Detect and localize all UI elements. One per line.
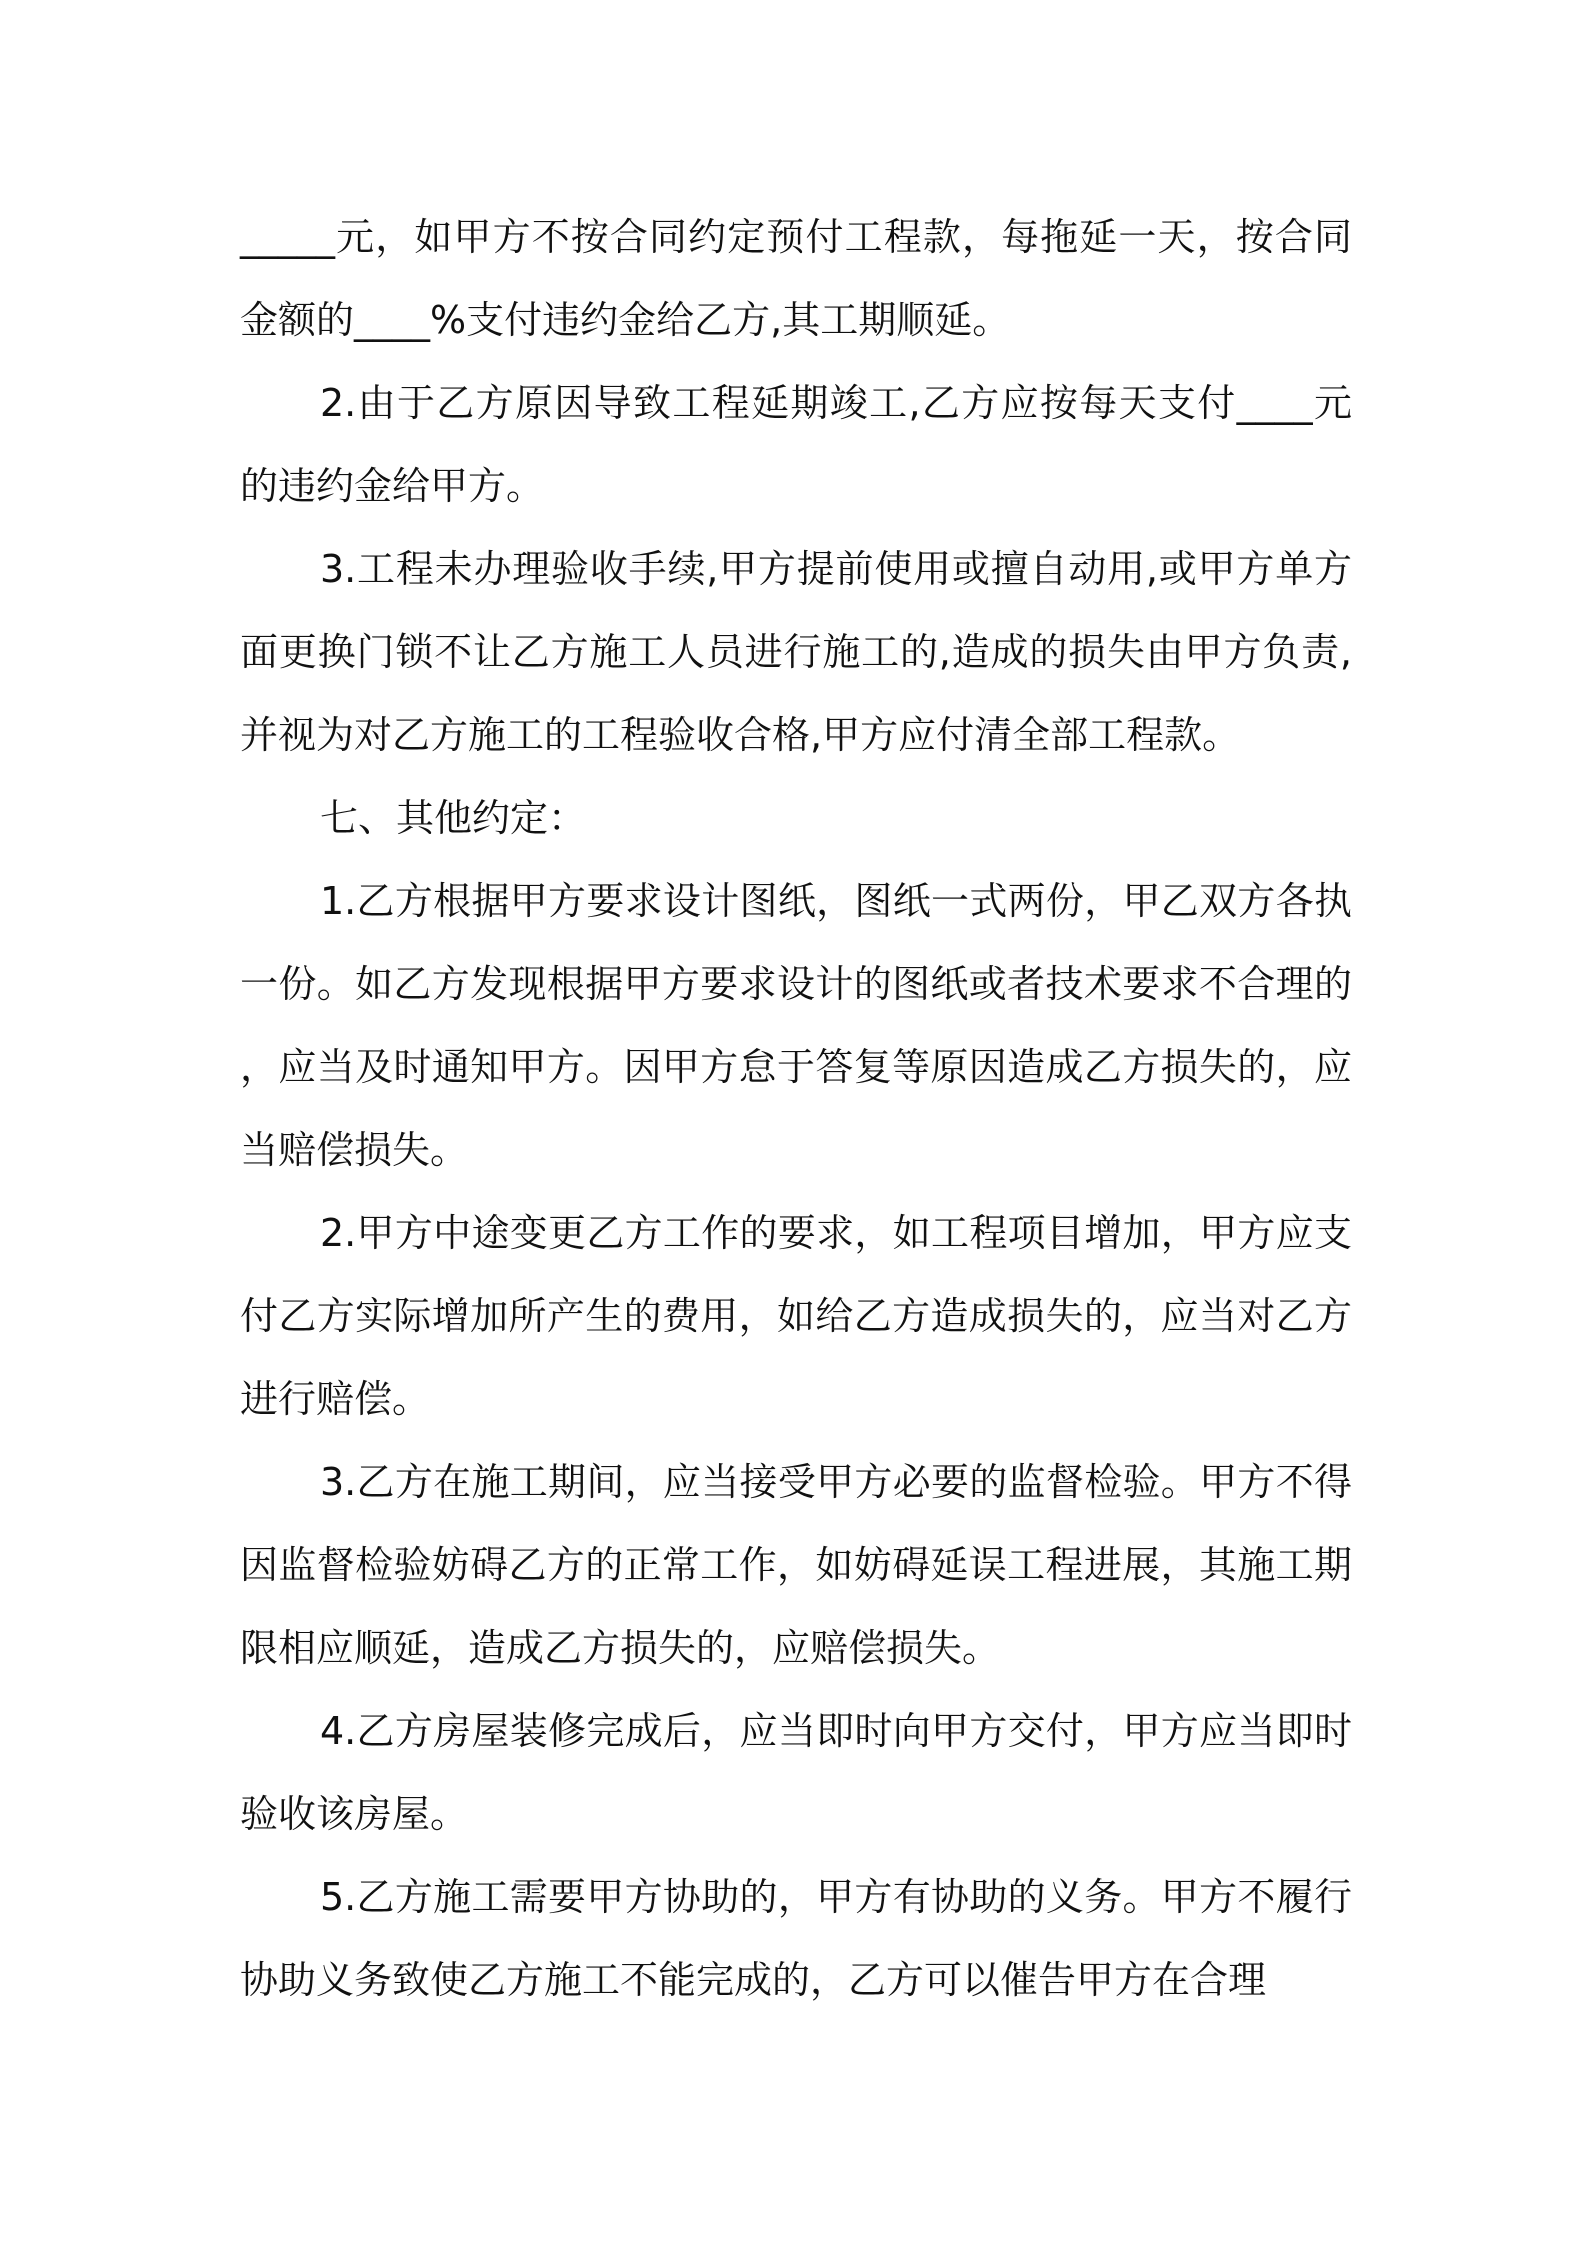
paragraph-other-5-assistance: 5.乙方施工需要甲方协助的，甲方有协助的义务。甲方不履行协助义务致使乙方施工不能完成的，乙方可以催告甲方在合理 xyxy=(240,1875,1352,2002)
paragraph-other-1-drawings: 1.乙方根据甲方要求设计图纸，图纸一式两份，甲乙双方各执一份。如乙方发现根据甲方要求设计的图纸或者技术要求不合理的，应当及时通知甲方。因甲方怠于答复等原因造成乙方损失的，应当赔偿损失。 xyxy=(240,879,1352,1172)
paragraph-other-3-supervision: 3.乙方在施工期间，应当接受甲方必要的监督检验。甲方不得因监督检验妨碍乙方的正常工作，如妨碍延误工程进展，其施工期限相应顺延，造成乙方损失的，应赔偿损失。 xyxy=(240,1460,1352,1670)
paragraph-other-2-changes: 2.甲方中途变更乙方工作的要求，如工程项目增加，甲方应支付乙方实际增加所产生的费用，如给乙方造成损失的，应当对乙方进行赔偿。 xyxy=(240,1211,1352,1421)
paragraph-penalty-prepayment: _____元，如甲方不按合同约定预付工程款，每拖延一天，按合同金额的____%支付违约金给乙方,其工期顺延。 xyxy=(240,215,1352,342)
paragraph-clause-2-delay: 2.由于乙方原因导致工程延期竣工,乙方应按每天支付____元的违约金给甲方。 xyxy=(240,381,1352,508)
paragraph-clause-3-acceptance: 3.工程未办理验收手续,甲方提前使用或擅自动用,或甲方单方面更换门锁不让乙方施工人员进行施工的,造成的损失由甲方负责,并视为对乙方施工的工程验收合格,甲方应付清全部工程款。 xyxy=(240,547,1352,757)
document-body xyxy=(240,196,1352,2022)
paragraph-other-4-delivery: 4.乙方房屋装修完成后，应当即时向甲方交付，甲方应当即时验收该房屋。 xyxy=(240,1709,1352,1836)
section-heading-other-terms: 七、其他约定： xyxy=(320,796,587,840)
